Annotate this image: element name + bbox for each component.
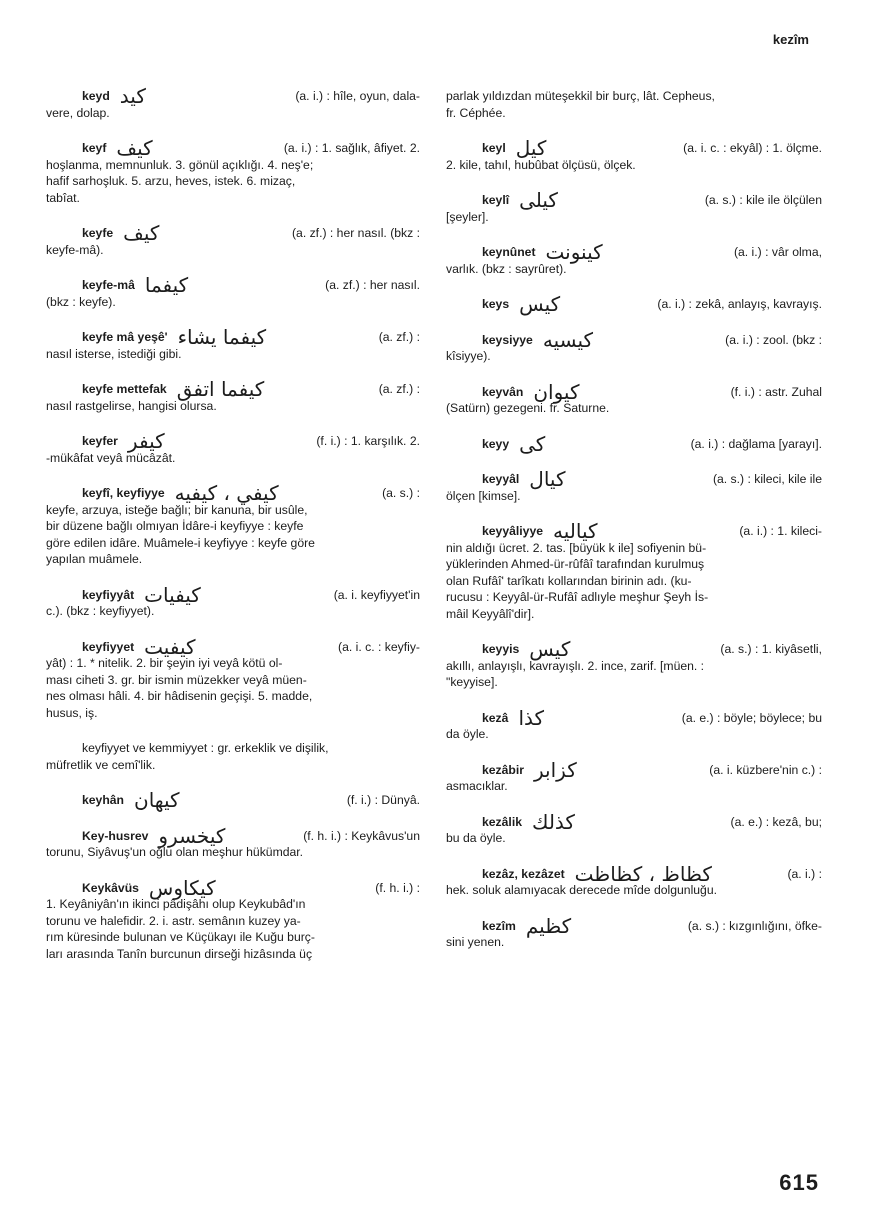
definition-line: -mükâfat veyâ mücâzât. xyxy=(46,450,176,465)
definition-line: [şeyler]. xyxy=(446,209,489,224)
grammar-note: (a. i.) : 1. sağlık, âfiyet. 2. xyxy=(283,141,420,155)
dictionary-entry xyxy=(46,875,420,963)
grammar-note: (f. h. i.) : xyxy=(375,880,420,895)
headword: Key-husrev xyxy=(82,828,149,843)
grammar-note: (a. i. keyfiyyet'in xyxy=(333,587,420,602)
entry-headline xyxy=(46,377,420,401)
grammar-note: (a. zf.) : her nasıl. (bkz : xyxy=(291,226,420,240)
definition-line: mâil Keyyâlî'dir]. xyxy=(446,606,535,621)
headword: keys xyxy=(482,297,510,311)
dictionary-entry xyxy=(46,740,420,773)
definition-line: sini yenen. xyxy=(446,935,505,949)
definition-line: (bkz : keyfe). xyxy=(46,294,116,309)
dictionary-entry xyxy=(46,429,420,466)
headword: kezâz, kezâzet xyxy=(482,866,565,881)
arabic-script: كينونت xyxy=(545,240,603,264)
running-head: kezîm xyxy=(772,32,809,47)
dictionary-entry xyxy=(446,519,822,622)
entry-headline xyxy=(46,429,420,453)
definition-line: c.). (bkz : keyfiyyet). xyxy=(46,604,155,618)
dictionary-entry xyxy=(446,757,822,795)
definition-line: keyfiyyet ve kemmiyyet : gr. erkeklik ve dişilik, xyxy=(82,741,329,755)
definition-line: müfretlik ve cemî'lik. xyxy=(46,757,156,772)
definition-line: yüklerinden Ahmed-ür-rûfâî tarafından kurulmuş xyxy=(446,557,705,571)
grammar-note: (a. i.) : xyxy=(787,866,822,881)
arabic-script: كيفما اتفق xyxy=(176,377,265,401)
entry-headline xyxy=(46,136,420,160)
grammar-note: (a. i. c. : ekyâl) : 1. ölçme. xyxy=(683,141,822,155)
arabic-script: كذلك xyxy=(531,809,575,834)
headword: keyfe-mâ xyxy=(82,278,135,292)
grammar-note: (f. h. i.) : Keykâvus'un xyxy=(303,828,420,843)
headword: keyyâl xyxy=(482,472,520,486)
entry-headline xyxy=(46,634,420,659)
arabic-script: كيفما يشاء xyxy=(177,325,267,349)
grammar-note: (a. zf.) : her nasıl. xyxy=(325,278,420,292)
entry-headline xyxy=(46,788,420,812)
grammar-note: (a. i.) : zekâ, anlayış, kavrayış. xyxy=(657,297,822,311)
arabic-script: كيخسرو xyxy=(158,823,226,848)
dictionary-entry xyxy=(446,240,822,277)
page-number: 615 xyxy=(779,1170,819,1195)
definition-line: nin aldığı ücret. 2. tas. [büyük k ile] sofiyenin bü- xyxy=(446,540,707,555)
definition-line: parlak yıldızdan müteşekkil bir burç, lât. Cepheus, xyxy=(446,89,715,103)
headword: keyfiyyât xyxy=(82,587,135,602)
dictionary-entry xyxy=(446,913,822,951)
headword: keyd xyxy=(82,89,110,103)
entry-headline xyxy=(446,467,822,491)
dictionary-entry xyxy=(446,188,822,225)
dictionary-entry xyxy=(46,634,420,722)
dictionary-entry xyxy=(446,467,822,504)
definition-line: torunu ve halefidir. 2. i. astr. semânın kuzey ya- xyxy=(46,913,301,928)
entry-headline xyxy=(46,221,420,245)
headword: keyy xyxy=(482,436,510,451)
definition-line: da öyle. xyxy=(446,727,489,741)
arabic-script: كيال xyxy=(529,467,566,491)
definition-line: nasıl isterse, istediği gibi. xyxy=(46,346,182,361)
arabic-script: كزابر xyxy=(534,757,577,782)
entry-headline xyxy=(446,379,822,404)
entry-headline xyxy=(446,136,822,160)
entry-headline xyxy=(46,325,420,349)
arabic-script: كيكاوس xyxy=(148,875,216,900)
definition-line: olan Rufâî' tarîkatı kollarından birinin adı. (ku- xyxy=(446,573,692,588)
grammar-note: (a. s.) : kileci, kile ile xyxy=(712,472,822,486)
dictionary-entry xyxy=(446,861,822,899)
dictionary-entry xyxy=(46,273,420,310)
arabic-script: كياليه xyxy=(553,519,598,543)
grammar-note: (a. e.) : böyle; böylece; bu xyxy=(681,710,822,725)
headword: keyhân xyxy=(82,793,125,807)
definition-line: varlık. (bkz : sayrûret). xyxy=(446,261,567,276)
headword: keylî xyxy=(482,193,510,207)
grammar-note: (f. i.) : astr. Zuhal xyxy=(730,384,822,399)
dictionary-entry xyxy=(446,136,822,173)
headword: kezâlik xyxy=(482,814,522,829)
entry-headline xyxy=(446,240,822,264)
left-column xyxy=(46,84,420,981)
definition-line: fr. Céphée. xyxy=(446,105,506,120)
right-column xyxy=(446,88,822,970)
definition-line: hek. soluk alamıyacak derecede mîde dolgunluğu. xyxy=(446,883,717,897)
definition-line: hoşlanma, memnunluk. 3. gönül açıklığı. 4. neş'e; xyxy=(46,157,314,172)
headword: keyyâliyye xyxy=(482,524,543,538)
headword: keyvân xyxy=(482,384,524,399)
dictionary-entry xyxy=(46,481,420,568)
arabic-script: كيس xyxy=(529,637,571,661)
grammar-note: (a. zf.) : xyxy=(378,330,420,344)
grammar-note: (a. i.) : vâr olma, xyxy=(733,245,822,259)
dictionary-entry xyxy=(46,325,420,362)
arabic-script: كيسيه xyxy=(542,327,593,352)
arabic-script: كيس xyxy=(519,292,561,316)
definition-line: ölçen [kimse]. xyxy=(446,488,521,503)
grammar-note: (a. s.) : kızgınlığını, öfke- xyxy=(687,918,822,933)
headword: keyl xyxy=(482,141,506,155)
definition-line: nes olması hâli. 4. bir hâdisenin geçişi. 5. madde, xyxy=(46,689,313,703)
grammar-note: (a. s.) : kile ile ölçülen xyxy=(704,193,822,207)
definition-line: bir düzene bağlı olmıyan İdâre-i keyfiyye : keyfe xyxy=(46,519,304,533)
arabic-script: كيفيت xyxy=(144,634,196,659)
entry-headline xyxy=(46,823,420,848)
arabic-script: كيفي ، كيفيه xyxy=(174,481,279,505)
grammar-note: (a. i.) : dağlama [yarayı]. xyxy=(690,436,822,451)
definition-line: yât) : 1. * nitelik. 2. bir şeyin iyi veyâ kötü ol- xyxy=(46,656,283,670)
grammar-note: (a. s.) : 1. kiyâsetli, xyxy=(720,642,822,656)
grammar-note: (a. s.) : xyxy=(382,486,420,500)
arabic-script: كيفما xyxy=(144,273,189,297)
dictionary-entry xyxy=(446,327,822,365)
grammar-note: (a. i.) : hîle, oyun, dala- xyxy=(295,89,420,103)
headword: kezâ xyxy=(482,710,509,725)
entry-headline xyxy=(446,637,822,661)
arabic-script: كيفر xyxy=(127,429,165,453)
entry-headline xyxy=(446,519,822,543)
headword: keynûnet xyxy=(482,245,536,259)
headword: keyyis xyxy=(482,642,520,656)
definition-line: 1. Keyâniyân'ın ikinci pâdişâhı olup Keykubâd'ın xyxy=(46,897,306,911)
dictionary-entry xyxy=(446,637,822,691)
headword: keysiyye xyxy=(482,332,533,347)
entry-headline xyxy=(446,757,822,782)
dictionary-entry xyxy=(46,377,420,414)
dictionary-entry xyxy=(46,84,420,121)
headword: Keykâvüs xyxy=(82,880,139,895)
entry-headline xyxy=(46,875,420,900)
arabic-script: كظاظ ، كظاظت xyxy=(574,861,712,886)
entry-headline xyxy=(446,188,822,212)
headword: keyfe mettefak xyxy=(82,382,167,396)
headword: keyfe mâ yeşê' xyxy=(82,330,168,344)
dictionary-entry xyxy=(46,221,420,258)
definition-line: rım küresinde bulunan ve Küçükayı ile Kuğu burç- xyxy=(46,930,315,944)
entry-headline xyxy=(446,292,822,316)
definition-line: bu da öyle. xyxy=(446,831,506,845)
arabic-script: كيف xyxy=(116,136,153,160)
entry-headline xyxy=(446,861,822,886)
dictionary-entry xyxy=(446,809,822,847)
grammar-note: (a. i. c. : keyfiy- xyxy=(338,639,420,654)
dictionary-entry xyxy=(446,292,822,316)
arabic-script: كيد xyxy=(119,84,146,108)
arabic-script: كظيم xyxy=(525,913,572,938)
headword: kezâbir xyxy=(482,762,525,777)
dictionary-entry xyxy=(446,88,822,121)
entry-headline xyxy=(446,705,822,730)
definition-line: göre edilen idâre. Muâmele-i keyfiyye : keyfe göre xyxy=(46,535,315,550)
entry-headline xyxy=(46,481,420,505)
headword: keyf xyxy=(82,141,107,155)
dictionary-entry xyxy=(46,582,420,620)
headword: keyfe xyxy=(82,226,114,240)
headword: keyfî, keyfiyye xyxy=(82,486,165,500)
definition-line: hafif sarhoşluk. 5. arzu, heves, istek. 6. mizaç, xyxy=(46,174,296,188)
definition-line: kîsiyye). xyxy=(446,349,491,363)
grammar-note: (a. zf.) : xyxy=(378,382,420,396)
definition-line: torunu, Siyâvuş'un oğlu olan meşhur hükümdar. xyxy=(46,845,304,859)
entry-headline xyxy=(46,273,420,297)
dictionary-entry xyxy=(46,788,420,812)
definition-line: vere, dolap. xyxy=(46,105,110,120)
headword: keyfer xyxy=(82,434,118,448)
definition-line: keyfe, arzuya, isteğe bağlı; bir kanuna, bir usûle, xyxy=(46,502,308,517)
definition-line: 2. kile, tahıl, hubûbat ölçüsü, ölçek. xyxy=(446,157,636,172)
entry-headline xyxy=(446,431,822,456)
definition-line: husus, iş. xyxy=(46,705,98,720)
arabic-script: كيلى xyxy=(519,188,558,212)
grammar-note: (a. e.) : kezâ, bu; xyxy=(730,814,822,829)
dictionary-entry xyxy=(46,136,420,206)
entry-headline xyxy=(446,327,822,352)
definition-line: akıllı, anlayışlı, kavrayışlı. 2. ince, zarif. [müen. : xyxy=(446,658,705,673)
definition-line: ması ciheti 3. gr. bir ismin müzekker veyâ müen- xyxy=(46,672,307,687)
entry-headline xyxy=(46,582,420,607)
definition-line: yapılan muâmele. xyxy=(46,552,143,566)
definition-line: rucusu : Keyyâl-ür-Rufâî adlıyle meşhur Şeyh İs- xyxy=(446,590,709,604)
grammar-note: (a. i.) : 1. kileci- xyxy=(739,524,822,538)
arabic-script: كيف xyxy=(123,221,160,245)
headword: keyfiyyet xyxy=(82,639,135,654)
dictionary-entry xyxy=(446,705,822,743)
entry-headline xyxy=(446,913,822,938)
definition-line: nasıl rastgelirse, hangisi olursa. xyxy=(46,398,217,413)
definition-line: tabîat. xyxy=(46,190,80,205)
definition-line: ları arasında Tanîn burcunun dirseği hizâsında üç xyxy=(46,946,313,961)
definition-line: (Satürn) gezegeni. fr. Saturne. xyxy=(446,401,610,415)
definition-line: "keyyise]. xyxy=(446,675,498,689)
definition-line: keyfe-mâ). xyxy=(46,242,104,257)
dictionary-entry xyxy=(46,823,420,861)
grammar-note: (a. i.) : zool. (bkz : xyxy=(725,332,822,347)
headword: kezîm xyxy=(482,918,516,933)
entry-headline xyxy=(446,809,822,834)
arabic-script: كيوان xyxy=(533,379,580,404)
dictionary-entry xyxy=(446,431,822,456)
grammar-note: (f. i.) : Dünyâ. xyxy=(346,793,420,807)
arabic-script: كى xyxy=(519,431,546,456)
entry-headline xyxy=(46,84,420,108)
grammar-note: (f. i.) : 1. karşılık. 2. xyxy=(316,434,420,448)
dictionary-entry xyxy=(446,379,822,417)
arabic-script: كيفيات xyxy=(144,582,201,607)
definition-line: asmacıklar. xyxy=(446,779,508,793)
arabic-script: كيهان xyxy=(134,788,180,812)
arabic-script: كيل xyxy=(515,136,547,160)
arabic-script: كذا xyxy=(518,705,545,730)
grammar-note: (a. i. küzbere'nin c.) : xyxy=(709,762,822,777)
